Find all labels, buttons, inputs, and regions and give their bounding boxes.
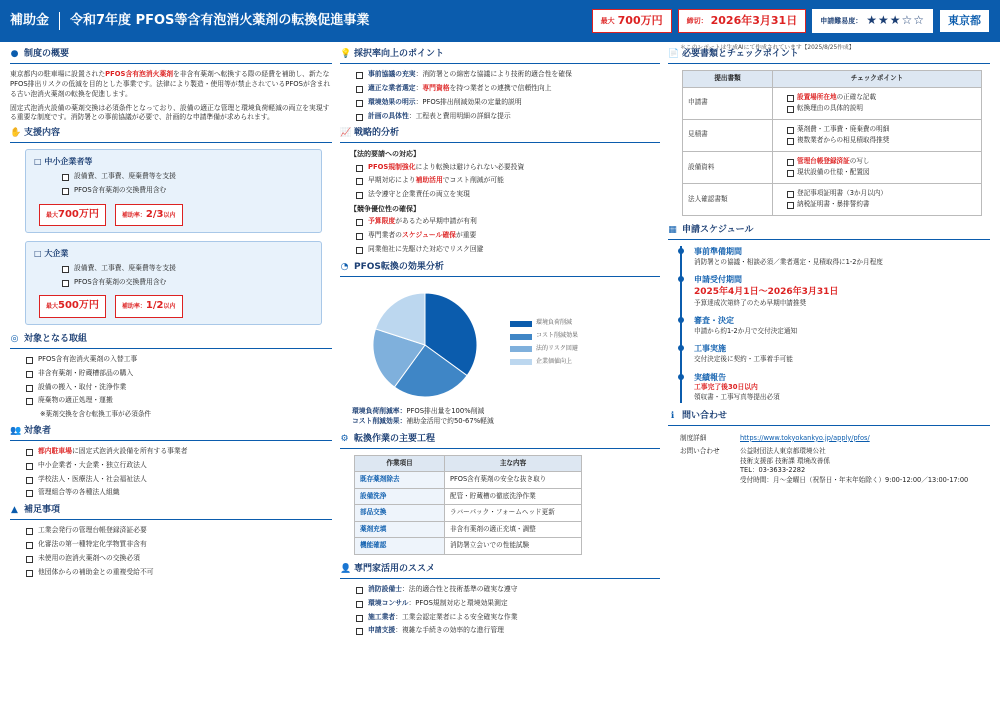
table-row: 薬剤充填 非含有薬剤の適正充填・調整 bbox=[355, 521, 582, 538]
table-row: 見積書 薬剤費・工事費・廃棄費の明細 複数業者からの相見積取得推奨 bbox=[683, 119, 982, 151]
schedule-timeline bbox=[680, 246, 990, 403]
calendar-icon: ▦ bbox=[668, 224, 677, 235]
expert-icon: 👤 bbox=[340, 563, 352, 574]
list-item: 廃棄物の適正処理・運搬 bbox=[10, 396, 332, 406]
legend-swatch bbox=[510, 359, 532, 365]
legend-label: 環境負荷削減 bbox=[536, 319, 573, 327]
list-item: 環境コンサル：PFOS規制対応と環境効果測定 bbox=[340, 599, 660, 609]
timeline-step: 工事実施 交付決定後に契約・工事着手可能 bbox=[694, 343, 990, 364]
timeline-step: 審査・決定 申請から約1-2か月で交付決定通知 bbox=[694, 315, 990, 336]
legend-label: 法的リスク回避 bbox=[536, 344, 578, 352]
chart-line-icon: 📈 bbox=[340, 128, 352, 139]
support-box-title: □ 中小企業者等 bbox=[34, 157, 93, 167]
max-amount-pill: 最大700万円 bbox=[39, 204, 106, 227]
list-item: 計画の具体性：工程表と費用明細の詳細な提示 bbox=[340, 112, 660, 122]
list-item: 設備の搬入・取付・洗浄作業 bbox=[10, 383, 332, 393]
process-heading: ⚙ 転換作業の主要工程 bbox=[340, 433, 660, 449]
legend-item bbox=[510, 332, 578, 341]
handshake-icon: ✋ bbox=[10, 128, 22, 139]
table-row: 申請書 設置場所在地の正確な記載 転換理由の具体的説明 bbox=[683, 87, 982, 119]
list-item: PFOS規制強化により転換は避けられない必要投資 bbox=[340, 163, 660, 173]
supplement-heading: ▲ 補足事項 bbox=[10, 504, 332, 520]
table-row: 機能確認 消防署立会いでの性能試験 bbox=[355, 538, 582, 555]
difficulty-badge: 申請難易度： ★★★☆☆ bbox=[812, 9, 933, 33]
table-row: 既存薬剤除去 PFOS含有薬剤の安全な抜き取り bbox=[355, 472, 582, 489]
column-left bbox=[10, 48, 332, 582]
legend-item bbox=[510, 358, 578, 367]
docs-table: 提出書類 チェックポイント 申請書 設置場所在地の正確な記載 転換理由の具体的説明 見積書 薬剤費・工事費・廃棄費の明細 複数業者からの相見積取得推奨 設備資料 管理台帳登録済証の写し 現状設備の仕様・配置図 法人確認書類 登記事項証明書（3か月以内） 納税証明書・暴排誓約書 bbox=[682, 70, 982, 216]
list-item: 未使用の泡消火薬剤への交換必須 bbox=[10, 554, 332, 564]
brand-label: 補助金 bbox=[10, 12, 60, 31]
list-item: 管理組合等の各種法人組織 bbox=[10, 488, 332, 498]
list-item: 専門業者のスケジュール確保が重要 bbox=[340, 231, 660, 241]
overview-paragraph-1: 東京都内の駐車場に設置されたPFOS含有泡消火薬剤を非含有薬剤へ転換する際の経費を補助し、新たなPFOS排出リスクの低減を目的とした事業です。法律により製造・使用等が禁止されているPFOSが含まれる古い泡消火薬剤の転換を促進します。 bbox=[10, 70, 331, 98]
list-item: 予算限度があるため早期申請が有利 bbox=[340, 217, 660, 227]
difficulty-stars: ★★★☆☆ bbox=[866, 13, 925, 28]
effect-line-2: コスト削減効果：補助金活用で約50-67%軽減 bbox=[352, 416, 494, 425]
list-item: 化審法の第一種特定化学物質非含有 bbox=[10, 540, 332, 550]
legend-label: コスト削減効果 bbox=[536, 332, 579, 340]
legend-label: 企業価値向上 bbox=[536, 357, 573, 365]
target-icon: ◎ bbox=[10, 333, 19, 344]
ai-note: ＊このレポートは生成AIにて作成されています【2025/8/25作成】 bbox=[680, 45, 855, 51]
users-icon: 👥 bbox=[10, 425, 22, 436]
process-table: 作業項目 主な内容 既存薬剤除去 PFOS含有薬剤の安全な抜き取り 設備洗浄 配管・貯蔵槽の徹底洗浄作業 部品交換 ラバーパック・フォームヘッド更新 薬剤充填 非含有薬剤の適正充填・調整 機能確認 消防署立会いでの性能試験 bbox=[354, 455, 582, 555]
timeline-step: 事前準備期間 消防署との協議・相談必須／業者選定・見積取得に1-2か月程度 bbox=[694, 246, 990, 267]
lightbulb-icon: 💡 bbox=[340, 49, 352, 60]
support-box-title: □ 大企業 bbox=[34, 249, 69, 259]
strategy-group-1: 【法的要請への対応】 bbox=[350, 150, 420, 159]
support-box-large bbox=[25, 241, 322, 325]
targets-note: ※薬剤交換を含む転換工事が必須条件 bbox=[40, 410, 152, 419]
list-item: 同業他社に先駆けた対応でリスク回避 bbox=[340, 245, 660, 255]
docs-heading: 📄 必要書類とチェックポイント bbox=[668, 48, 990, 64]
legend-swatch bbox=[510, 321, 532, 327]
strategy-heading: 📈 戦略的分析 bbox=[340, 127, 660, 143]
table-row: 法人確認書類 登記事項証明書（3か月以内） 納税証明書・暴排誓約書 bbox=[683, 183, 982, 215]
strategy-group-2: 【競争優位性の確保】 bbox=[350, 205, 420, 214]
page-title: 令和7年度 PFOS等含有泡消火薬剤の転換促進事業 bbox=[70, 12, 370, 28]
pie-chart-icon: ◔ bbox=[340, 261, 349, 272]
table-row: 設備洗浄 配管・貯蔵槽の徹底洗浄作業 bbox=[355, 488, 582, 505]
legend-swatch bbox=[510, 334, 532, 340]
max-amount-pill: 最大500万円 bbox=[39, 295, 106, 318]
legend-item bbox=[510, 319, 578, 328]
list-item: PFOS含有薬剤の交換費用含む bbox=[34, 186, 313, 196]
list-item: 非含有薬剤・貯蔵槽部品の購入 bbox=[10, 369, 332, 379]
list-item: 適正な業者選定：専門資格を持つ業者との連携で信頼性向上 bbox=[340, 84, 660, 94]
targets-heading: ◎ 対象となる取組 bbox=[10, 333, 332, 349]
overview-heading: ● 制度の概要 bbox=[10, 48, 332, 64]
table-row: 設備資料 管理台帳登録済証の写し 現状設備の仕様・配置図 bbox=[683, 151, 982, 183]
overview-paragraph-2: 固定式泡消火設備の薬剤交換は必須条件となっており、設備の適正な管理と環境負荷軽減の両立を実現する重要な制度です。消防署との事前協議が必要で、計画的な申請準備が求められます。 bbox=[10, 103, 330, 122]
timeline-step: 申請受付期間 2025年4月1日〜2026年3月31日 予算達成次第終了のため早期申請推奨 bbox=[694, 274, 990, 308]
header-bar bbox=[0, 0, 1000, 42]
info-icon: ℹ bbox=[670, 410, 675, 421]
subsidy-rate-pill: 補助率：2/3以内 bbox=[115, 204, 183, 227]
subsidy-rate-pill: 補助率：1/2以内 bbox=[115, 295, 183, 318]
timeline-step: 実績報告 工事完了後30日以内 領収書・工事写真等提出必須 bbox=[694, 372, 990, 403]
effect-pie-chart bbox=[340, 283, 510, 407]
legend-swatch bbox=[510, 346, 532, 352]
region-badge: 東京都 bbox=[939, 9, 990, 33]
list-item: 法令遵守と企業責任の両立を実現 bbox=[340, 190, 660, 200]
support-box-sme bbox=[25, 149, 322, 233]
list-item: 早期対応により補助活用でコスト削減が可能 bbox=[340, 176, 660, 186]
effect-chart-area bbox=[340, 283, 660, 407]
contact-heading: ℹ 問い合わせ bbox=[668, 410, 990, 426]
experts-heading: 👤 専門家活用のススメ bbox=[340, 563, 660, 579]
legend-item bbox=[510, 345, 578, 354]
detail-link[interactable]: https://www.tokyokankyo.jp/apply/pfos/ bbox=[740, 433, 870, 442]
schedule-heading: ▦ 申請スケジュール bbox=[668, 224, 990, 240]
list-item: 都内駐車場に固定式泡消火設備を所有する事業者 bbox=[10, 447, 332, 457]
list-item: 他団体からの補助金との重複受給不可 bbox=[10, 568, 332, 578]
list-item: 設備費、工事費、廃棄費等を支援 bbox=[34, 264, 313, 274]
support-heading: ✋ 支援内容 bbox=[10, 127, 332, 143]
list-item: 施工業者：工業会認定業者による安全確実な作業 bbox=[340, 613, 660, 623]
list-item: 消防設備士：法的適合性と技術基準の確実な遵守 bbox=[340, 585, 660, 595]
tips-heading: 💡 採択率向上のポイント bbox=[340, 48, 660, 64]
pie-legend bbox=[510, 319, 578, 370]
effect-line-1: 環境負荷削減率：PFOS排出量を100%削減 bbox=[352, 406, 485, 415]
gear-icon: ⚙ bbox=[340, 433, 349, 444]
table-row: 部品交換 ラバーパック・フォームヘッド更新 bbox=[355, 505, 582, 522]
deadline-badge: 締切： 2026年3月31日 bbox=[678, 9, 807, 33]
contact-table: 制度詳細 https://www.tokyokankyo.jp/apply/pfos/ お問い合わせ 公益財団法人東京都環境公社 技術支援部 技術課 環境改善係 TEL：03-3633-2282 受付時間：月〜金曜日（祝祭日・年末年始除く）9:00-12:00／13:00-17:00 bbox=[680, 433, 969, 484]
list-item: 工業会発行の管理台帳登録済証必要 bbox=[10, 526, 332, 536]
list-item: 設備費、工事費、廃棄費等を支援 bbox=[34, 172, 313, 182]
max-amount-badge: 最大 700万円 bbox=[592, 9, 672, 33]
list-item: 中小企業者・大企業・独立行政法人 bbox=[10, 461, 332, 471]
list-item: 事前協議の充実：消防署との綿密な協議により技術的適合性を確保 bbox=[340, 70, 660, 80]
warning-icon: ▲ bbox=[11, 505, 18, 516]
list-item: PFOS含有薬剤の交換費用含む bbox=[34, 278, 313, 288]
effect-heading: ◔ PFOS転換の効果分析 bbox=[340, 261, 660, 277]
eligible-heading: 👥 対象者 bbox=[10, 425, 332, 441]
info-icon: ● bbox=[10, 49, 19, 60]
list-item: PFOS含有泡消火薬剤の入替工事 bbox=[10, 355, 332, 365]
list-item: 環境効果の明示：PFOS排出削減効果の定量的説明 bbox=[340, 98, 660, 108]
document-icon: 📄 bbox=[668, 49, 680, 60]
list-item: 申請支援：複雑な手続きの効率的な進行管理 bbox=[340, 626, 660, 636]
column-right bbox=[668, 48, 990, 487]
column-middle bbox=[340, 48, 660, 640]
list-item: 学校法人・医療法人・社会福祉法人 bbox=[10, 475, 332, 485]
